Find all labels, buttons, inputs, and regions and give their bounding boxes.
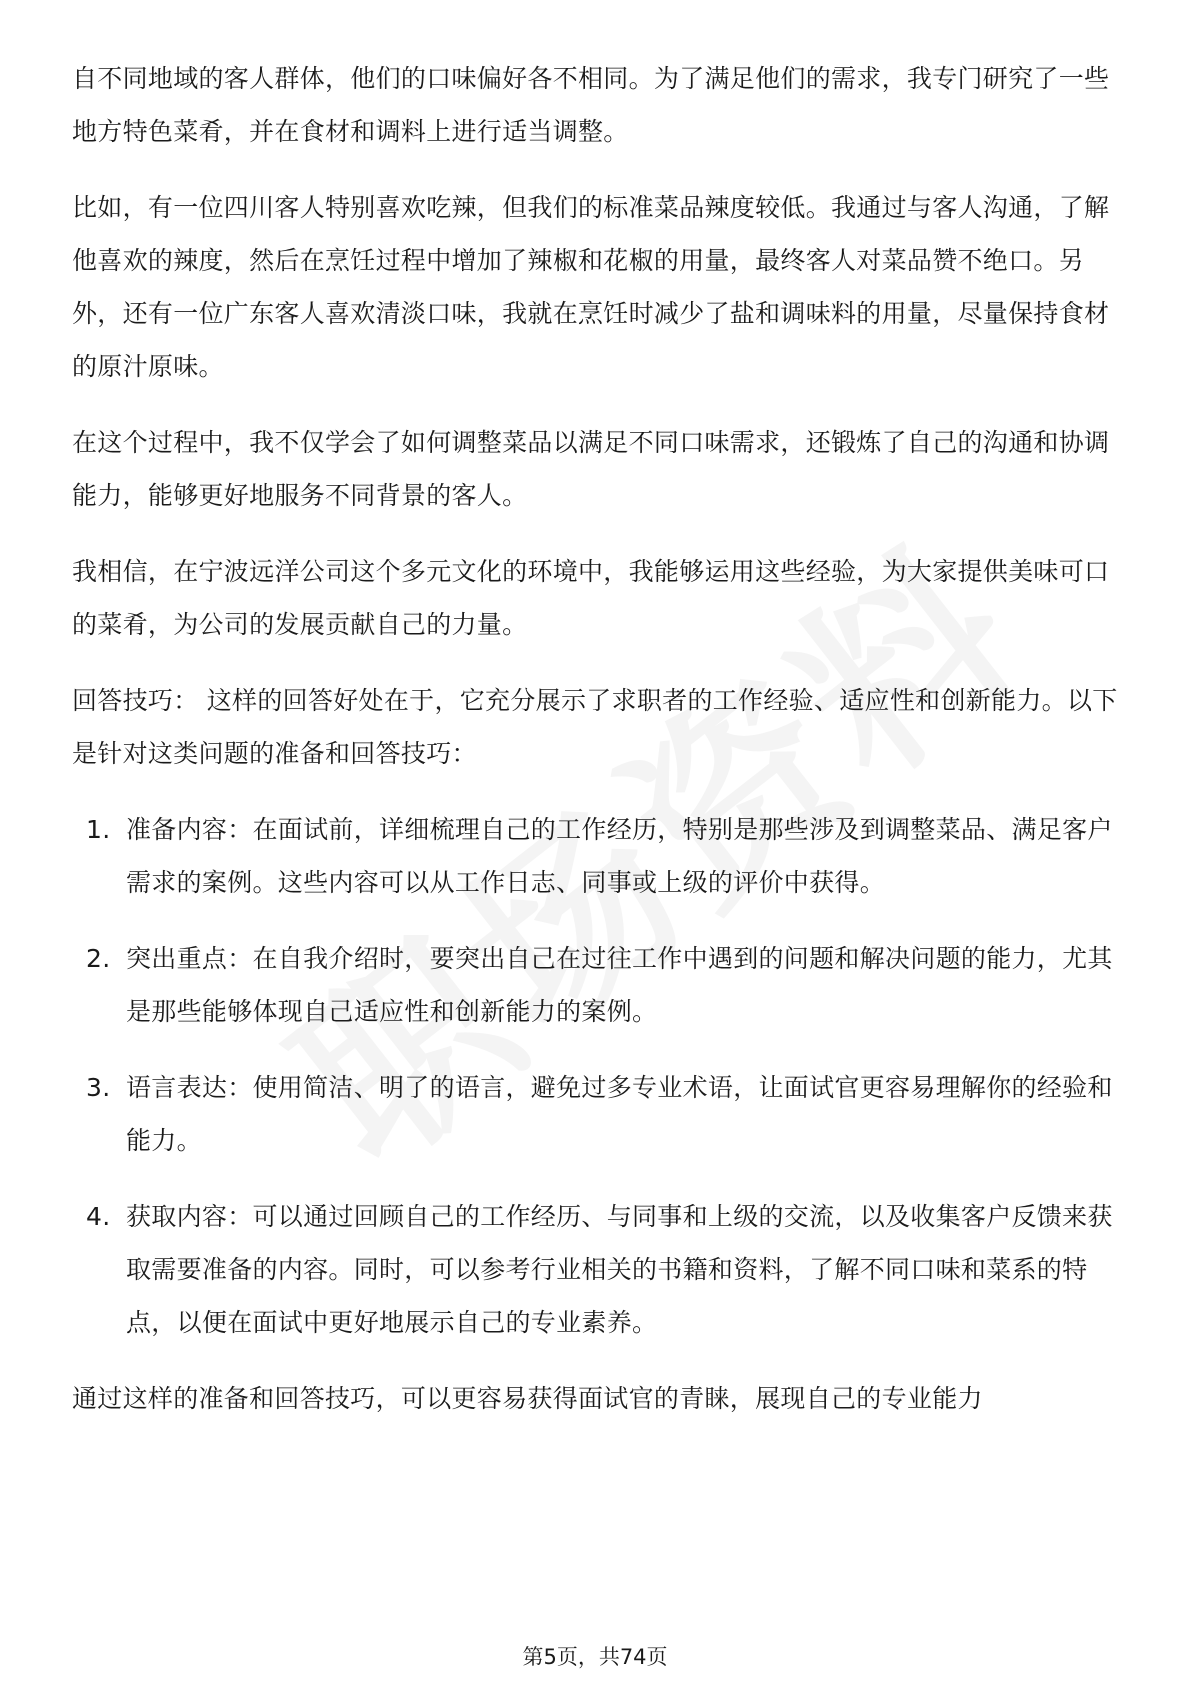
paragraph-lessons: 在这个过程中，我不仅学会了如何调整菜品以满足不同口味需求，还锻炼了自己的沟通和协调能力，能够更好地服务不同背景的客人。 xyxy=(72,428,1110,510)
page-number-footer: 第5页，共74页 xyxy=(522,1645,668,1669)
list-item-text: 获取内容：可以通过回顾自己的工作经历、与同事和上级的交流，以及收集客户反馈来获取需要准备的内容。同时，可以参考行业相关的书籍和资料，了解不同口味和菜系的特点，以便在面试中更好地展示自己的专业素养。 xyxy=(126,1202,1113,1337)
list-item xyxy=(72,1061,1126,1167)
paragraph-belief: 我相信，在宁波远洋公司这个多元文化的环境中，我能够运用这些经验，为大家提供美味可口的菜肴，为公司的发展贡献自己的力量。 xyxy=(72,557,1110,639)
paragraph-regional-tastes: 自不同地域的客人群体，他们的口味偏好各不相同。为了满足他们的需求，我专门研究了一些地方特色菜肴，并在食材和调料上进行适当调整。 xyxy=(72,64,1110,146)
list-item-text: 准备内容：在面试前，详细梳理自己的工作经历，特别是那些涉及到调整菜品、满足客户需求的案例。这些内容可以从工作日志、同事或上级的评价中获得。 xyxy=(126,815,1113,897)
paragraph-example: 比如，有一位四川客人特别喜欢吃辣，但我们的标准菜品辣度较低。我通过与客人沟通，了解他喜欢的辣度，然后在烹饪过程中增加了辣椒和花椒的用量，最终客人对菜品赞不绝口。另外，还有一位广东客人喜欢清淡口味，我就在烹饪时减少了盐和调味料的用量，尽量保持食材的原汁原味。 xyxy=(72,193,1110,381)
list-item-text: 突出重点：在自我介绍时，要突出自己在过往工作中遇到的问题和解决问题的能力，尤其是那些能够体现自己适应性和创新能力的案例。 xyxy=(126,944,1113,1026)
list-item xyxy=(72,932,1126,1038)
paragraph-closing: 通过这样的准备和回答技巧，可以更容易获得面试官的青睐，展现自己的专业能力 xyxy=(72,1384,983,1413)
list-item xyxy=(72,1190,1126,1349)
list-number: 4. xyxy=(86,1202,111,1231)
paragraph-answer-tips: 回答技巧： 这样的回答好处在于，它充分展示了求职者的工作经验、适应性和创新能力。以下是针对这类问题的准备和回答技巧： xyxy=(72,686,1118,768)
tips-list xyxy=(72,803,1122,1349)
list-item-text: 语言表达：使用简洁、明了的语言，避免过多专业术语，让面试官更容易理解你的经验和能力。 xyxy=(126,1073,1113,1155)
list-number: 2. xyxy=(86,944,111,973)
list-number: 1. xyxy=(86,815,111,844)
page-content xyxy=(72,52,1122,1448)
list-number: 3. xyxy=(86,1073,111,1102)
list-item xyxy=(72,803,1126,909)
